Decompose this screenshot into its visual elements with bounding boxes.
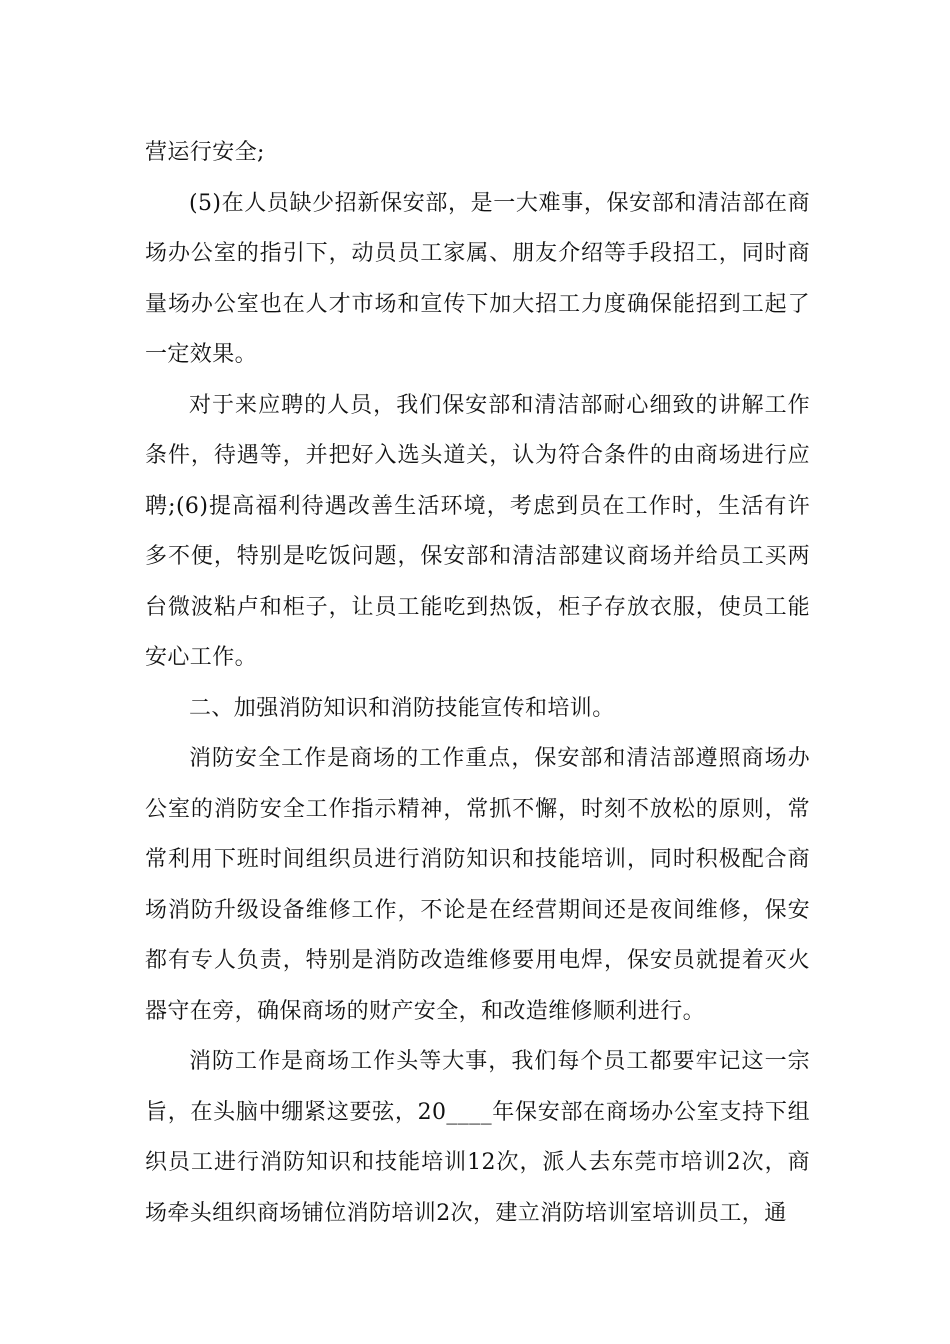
paragraph-5: 消防安全工作是商场的工作重点，保安部和清洁部遵照商场办公室的消防安全工作指示精神，常抓不懈，时刻不放松的原则，常常利用下班时间组织员进行消防知识和技能培训，同时积极配合商场消防升级设备维修工作，不论是在经营期间还是夜间维修，保安都有专人负责，特别是消防改造维修要用电焊，保安员就提着灭火器守在旁，确保商场的财产安全，和改造维修顺利进行。 [145, 746, 810, 1024]
section-heading: 二、加强消防知识和消防技能宣传和培训。 [189, 695, 615, 721]
paragraph-3: 对于来应聘的人员，我们保安部和清洁部耐心细致的讲解工作条件，待遇等，并把好入选头道关，认为符合条件的由商场进行应聘;(6)提高福利待遇改善生活环境，考虑到员在工作时，生活有许多不便，特别是吃饭问题，保安部和清洁部建议商场并给员工买两台微波粘卢和柜子，让员工能吃到热饭，柜子存放衣服，使员工能安心工作。 [145, 392, 810, 670]
document-body [145, 128, 810, 1239]
paragraph-6: 消防工作是商场工作头等大事，我们每个员工都要牢记这一宗旨，在头脑中绷紧这要弦，20____年保安部在商场办公室支持下组织员工进行消防知识和技能培训12次，派人去东莞市培训2次，商场牵头组织商场铺位消防培训2次，建立消防培训室培训员工，通 [145, 1049, 810, 1226]
paragraph-1: 营运行安全; [145, 140, 265, 165]
paragraph-2: (5)在人员缺少招新保安部，是一大难事，保安部和清洁部在商场办公室的指引下，动员员工家属、朋友介绍等手段招工，同时商量场办公室也在人才市场和宣传下加大招工力度确保能招到工起了一定效果。 [145, 190, 810, 367]
